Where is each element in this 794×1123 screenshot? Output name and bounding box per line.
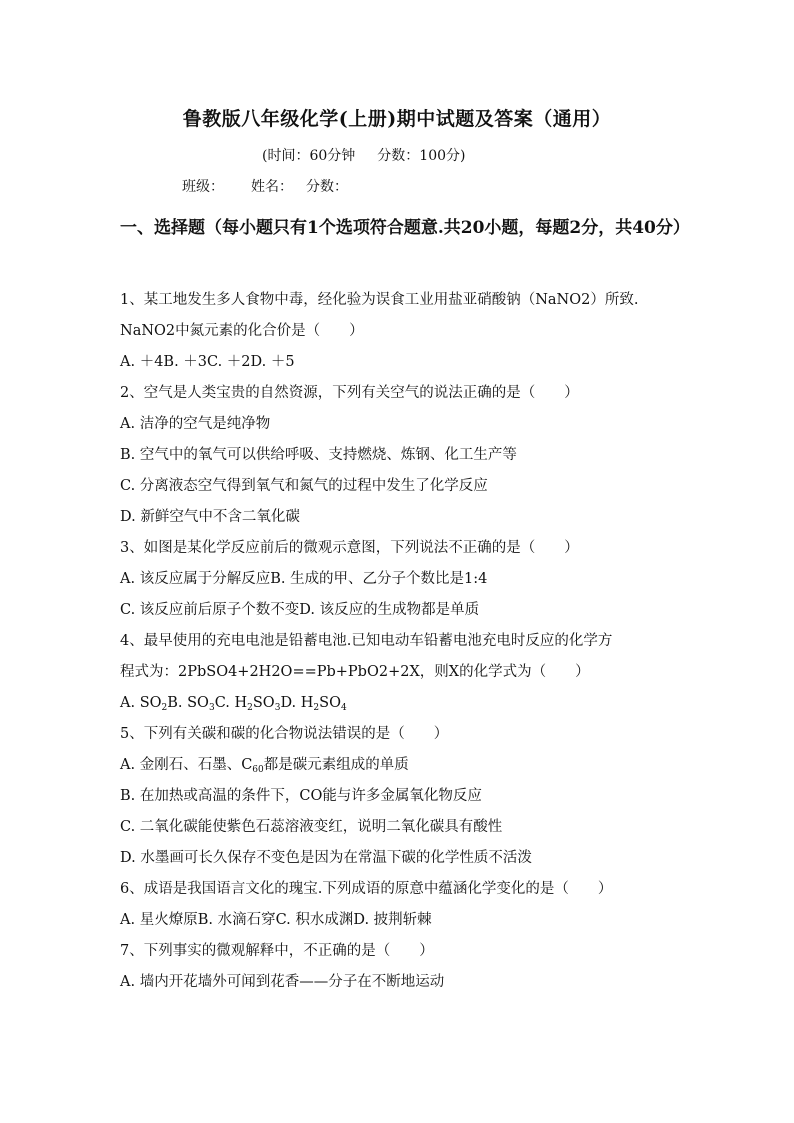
page-title: 鲁教版八年级化学(上册)期中试题及答案（通用）	[182, 108, 612, 130]
option-b: B. SO	[167, 695, 209, 711]
subscript: 2	[313, 703, 320, 713]
question-2	[120, 378, 700, 533]
option-c: C. H	[214, 695, 248, 711]
option-b: B. 空气中的氧气可以供给呼吸、支持燃烧、炼钢、化工生产等	[120, 447, 517, 463]
options-cd: C. 该反应前后原子个数不变D. 该反应的生成物都是单质	[120, 602, 480, 618]
question-stem: 7、下列事实的微观解释中，不正确的是（ ）	[120, 943, 434, 959]
subscript: 2	[247, 703, 253, 713]
question-options	[120, 688, 700, 719]
options-ab: A. 该反应属于分解反应B. 生成的甲、乙分子个数比是1:4	[120, 571, 488, 587]
question-1	[120, 285, 700, 378]
option-c: C. 二氧化碳能使紫色石蕊溶液变红，说明二氧化碳具有酸性	[120, 819, 503, 835]
exam-time: (时间：60分钟	[262, 148, 356, 164]
exam-score: 分数：100分)	[377, 148, 466, 164]
option-text: A. 金刚石、石墨、C	[120, 757, 253, 773]
option-d: D. 新鲜空气中不含二氧化碳	[120, 509, 300, 525]
class-label: 班级：	[182, 179, 224, 195]
exam-meta	[262, 145, 465, 165]
question-6	[120, 874, 700, 936]
question-options: A. 星火燎原B. 水滴石穿C. 积水成渊D. 披荆斩棘	[120, 912, 432, 928]
question-7	[120, 936, 700, 998]
option-a: A. 洁净的空气是纯净物	[120, 416, 271, 432]
question-3	[120, 533, 700, 626]
formula-part: SO	[319, 695, 341, 711]
question-4	[120, 626, 700, 719]
student-info	[182, 176, 348, 196]
subscript: 4	[340, 703, 347, 713]
option-c: C. 分离液态空气得到氧气和氮气的过程中发生了化学反应	[120, 478, 488, 494]
question-stem: 1、某工地发生多人食物中毒，经化验为误食工业用盐亚硝酸钠（NaNO2）所致.	[120, 292, 639, 308]
question-stem: 程式为：2PbSO4+2H2O==Pb+PbO2+2X，则X的化学式为（ ）	[120, 664, 590, 680]
question-stem: 6、成语是我国语言文化的瑰宝.下列成语的原意中蕴涵化学变化的是（ ）	[120, 881, 613, 897]
option-d: D. H	[280, 695, 314, 711]
question-stem: 2、空气是人类宝贵的自然资源，下列有关空气的说法正确的是（ ）	[120, 385, 579, 401]
option-text: 都是碳元素组成的单质	[263, 757, 409, 773]
name-label: 姓名：	[251, 179, 293, 195]
subscript: 3	[274, 703, 281, 713]
option-a	[120, 750, 700, 781]
question-stem: 5、下列有关碳和碳的化合物说法错误的是（ ）	[120, 726, 449, 742]
option-b: B. 在加热或高温的条件下，CO能与许多金属氧化物反应	[120, 788, 482, 804]
question-stem: NaNO2中氮元素的化合价是（ ）	[120, 323, 364, 339]
option-d: D. 水墨画可长久保存不变色是因为在常温下碳的化学性质不活泼	[120, 850, 532, 866]
formula-part: SO	[252, 695, 275, 711]
subscript: 60	[252, 765, 264, 775]
question-stem: 4、最早使用的充电电池是铅蓄电池.已知电动车铅蓄电池充电时反应的化学方	[120, 633, 613, 649]
subscript: 3	[208, 703, 215, 713]
question-5	[120, 719, 700, 874]
section-heading: 一、选择题（每小题只有1个选项符合题意.共20小题，每题2分，共40分）	[120, 218, 690, 238]
subscript: 2	[161, 703, 168, 713]
option-a: A. 墙内开花墙外可闻到花香——分子在不断地运动	[120, 974, 445, 990]
question-options: A. ＋4B. ＋3C. ＋2D. ＋5	[120, 354, 295, 370]
score-label: 分数：	[306, 179, 348, 195]
option-a: A. SO	[120, 695, 162, 711]
question-stem: 3、如图是某化学反应前后的微观示意图，下列说法不正确的是（ ）	[120, 540, 579, 556]
